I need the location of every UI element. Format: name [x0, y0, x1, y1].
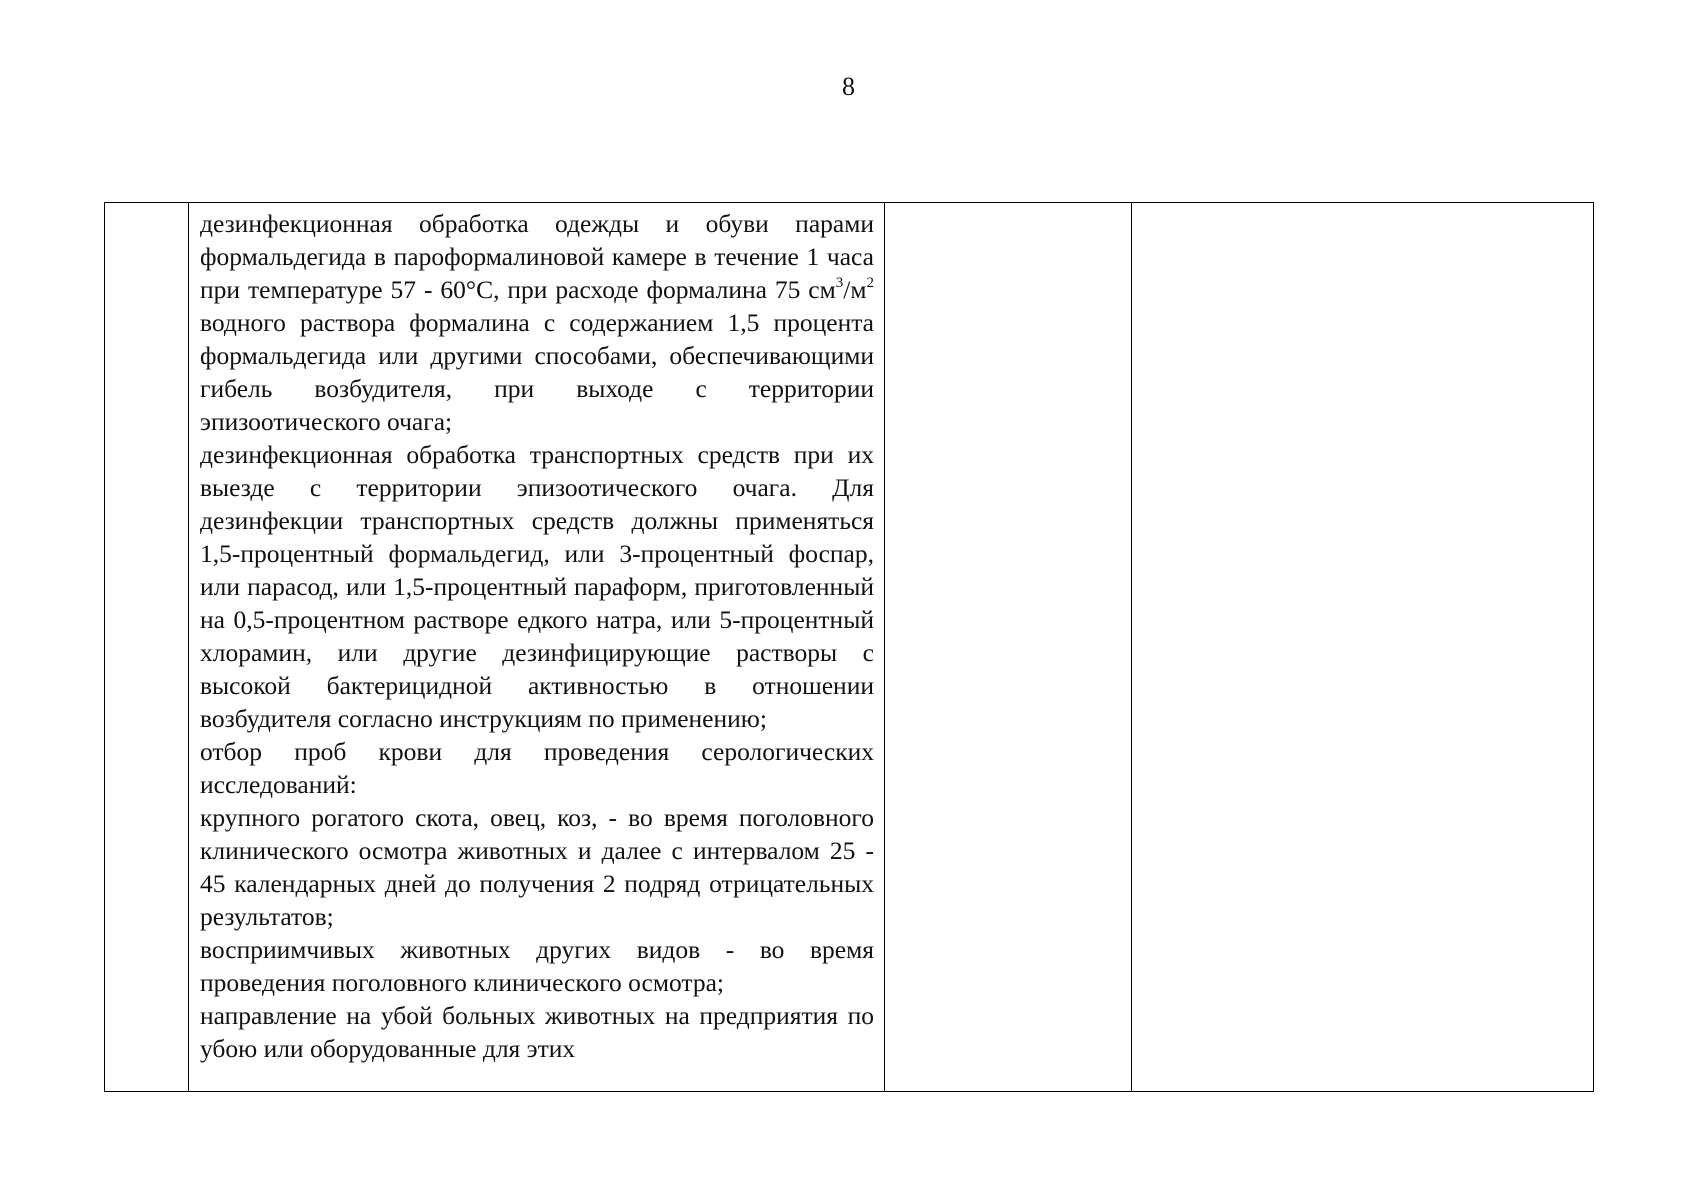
table-cell-number	[105, 203, 189, 1091]
paragraph-clothing-disinfection	[200, 207, 874, 438]
table-cell-measures	[189, 203, 885, 1091]
paragraph-other-animals: восприимчивых животных других видов - во время проведения поголовного клинического осмотра;	[200, 935, 874, 997]
superscript: 3	[835, 275, 844, 291]
text-fragment: дезинфекционная обработка одежды и обуви парами формальдегида в пароформалиновой камере в течение 1 часа при температуре 57 - 60°С, при расходе формалина 75 см	[200, 209, 874, 304]
text-fragment: /м	[843, 275, 867, 304]
table-cell-responsible	[1132, 203, 1593, 1091]
paragraph-cattle: крупного рогатого скота, овец, коз, - во время поголовного клинического осмотра животных и далее с интервалом 25 - 45 календарных дней до получения 2 подряд отрицательных результатов;	[200, 803, 874, 931]
page-number: 8	[842, 72, 855, 101]
paragraph-vehicle-disinfection: дезинфекционная обработка транспортных средств при их выезде с территории эпизоотического очага. Для дезинфекции транспортных средств должны применяться 1,5-процентный формальдегид, или 3-процентный фоспар, или парасод, или 1,5-процентный параформ, приготовленный на 0,5-процентном растворе едкого натра, или 5-процентный хлорамин, или другие дезинфицирующие растворы с высокой бактерицидной активностью в отношении возбудителя согласно инструкциям по применению;	[200, 440, 874, 733]
table-cell-deadline	[885, 203, 1132, 1091]
table	[104, 202, 1594, 1092]
text-fragment: водного раствора формалина с содержанием 1,5 процента формальдегида или другими способами, обеспечивающими гибель возбудителя, при выходе с территории эпизоотического очага;	[200, 308, 874, 436]
paragraph-blood-sampling: отбор проб крови для проведения серологических исследований:	[200, 737, 874, 799]
superscript: 2	[866, 275, 874, 291]
measures-text	[200, 207, 874, 1065]
paragraph-slaughter: направление на убой больных животных на предприятия по убою или оборудованные для этих	[200, 1001, 874, 1063]
